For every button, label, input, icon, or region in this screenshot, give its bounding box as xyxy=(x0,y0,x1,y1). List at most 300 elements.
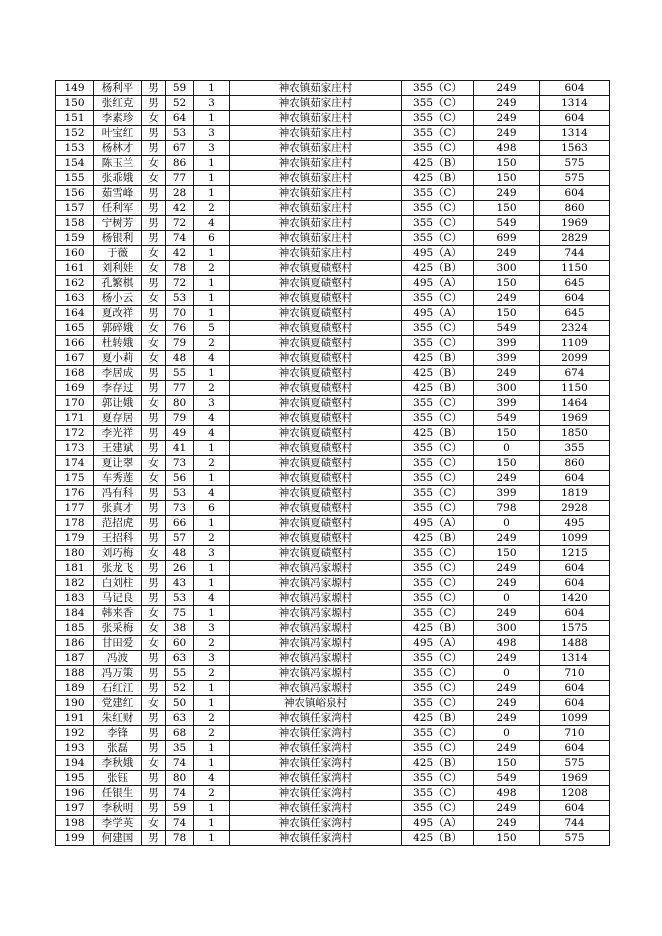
cell-gender: 女 xyxy=(142,171,166,186)
cell-village: 神农镇冯家塬村 xyxy=(230,681,402,696)
table-row xyxy=(56,231,610,246)
cell-village: 神农镇任家湾村 xyxy=(230,756,402,771)
table-row xyxy=(56,756,610,771)
cell-village: 神农镇茹家庄村 xyxy=(230,216,402,231)
cell-village: 神农镇夏碛壑村 xyxy=(230,471,402,486)
cell-gender: 女 xyxy=(142,351,166,366)
cell-subsidy-amount: 549 xyxy=(474,216,540,231)
cell-subsidy-amount: 249 xyxy=(474,111,540,126)
cell-total-amount: 710 xyxy=(540,666,610,681)
cell-serial: 179 xyxy=(56,531,94,546)
cell-village: 神农镇冯家塬村 xyxy=(230,591,402,606)
cell-serial: 174 xyxy=(56,456,94,471)
cell-name: 郭碎娥 xyxy=(94,321,142,336)
table-row xyxy=(56,831,610,846)
cell-subsidy-amount: 249 xyxy=(474,681,540,696)
cell-name: 张钰 xyxy=(94,771,142,786)
cell-gender: 女 xyxy=(142,336,166,351)
cell-standard-grade: 355（C） xyxy=(402,336,474,351)
cell-person-count: 1 xyxy=(194,441,230,456)
cell-name: 杨小云 xyxy=(94,291,142,306)
cell-village: 神农镇夏碛壑村 xyxy=(230,321,402,336)
table-row xyxy=(56,126,610,141)
cell-standard-grade: 355（C） xyxy=(402,576,474,591)
cell-gender: 男 xyxy=(142,741,166,756)
cell-total-amount: 575 xyxy=(540,156,610,171)
cell-name: 郭让娥 xyxy=(94,396,142,411)
cell-gender: 男 xyxy=(142,501,166,516)
cell-person-count: 4 xyxy=(194,351,230,366)
cell-total-amount: 2829 xyxy=(540,231,610,246)
cell-village: 神农镇夏碛壑村 xyxy=(230,381,402,396)
cell-serial: 196 xyxy=(56,786,94,801)
cell-gender: 男 xyxy=(142,141,166,156)
cell-name: 宁树芳 xyxy=(94,216,142,231)
cell-standard-grade: 355（C） xyxy=(402,231,474,246)
cell-name: 李居成 xyxy=(94,366,142,381)
cell-gender: 男 xyxy=(142,81,166,96)
table-row xyxy=(56,291,610,306)
cell-standard-grade: 495（A） xyxy=(402,636,474,651)
cell-standard-grade: 355（C） xyxy=(402,561,474,576)
cell-name: 张乖娥 xyxy=(94,171,142,186)
cell-serial: 192 xyxy=(56,726,94,741)
cell-age: 50 xyxy=(166,696,194,711)
cell-name: 马记良 xyxy=(94,591,142,606)
cell-age: 60 xyxy=(166,636,194,651)
cell-gender: 男 xyxy=(142,486,166,501)
cell-name: 杨利平 xyxy=(94,81,142,96)
cell-subsidy-amount: 798 xyxy=(474,501,540,516)
cell-person-count: 1 xyxy=(194,246,230,261)
cell-standard-grade: 355（C） xyxy=(402,546,474,561)
cell-person-count: 2 xyxy=(194,666,230,681)
cell-village: 神农镇冯家塬村 xyxy=(230,621,402,636)
cell-age: 35 xyxy=(166,741,194,756)
cell-age: 76 xyxy=(166,321,194,336)
cell-standard-grade: 425（B） xyxy=(402,426,474,441)
cell-age: 72 xyxy=(166,216,194,231)
cell-name: 白刘柱 xyxy=(94,576,142,591)
cell-age: 75 xyxy=(166,606,194,621)
cell-serial: 166 xyxy=(56,336,94,351)
cell-standard-grade: 425（B） xyxy=(402,711,474,726)
cell-standard-grade: 355（C） xyxy=(402,741,474,756)
cell-gender: 男 xyxy=(142,201,166,216)
table-row xyxy=(56,441,610,456)
cell-total-amount: 604 xyxy=(540,681,610,696)
cell-person-count: 2 xyxy=(194,261,230,276)
table-row xyxy=(56,201,610,216)
cell-gender: 女 xyxy=(142,546,166,561)
cell-gender: 女 xyxy=(142,246,166,261)
cell-name: 张龙飞 xyxy=(94,561,142,576)
cell-village: 神农镇茹家庄村 xyxy=(230,201,402,216)
cell-subsidy-amount: 150 xyxy=(474,831,540,846)
cell-standard-grade: 355（C） xyxy=(402,801,474,816)
cell-name: 甘田爱 xyxy=(94,636,142,651)
cell-age: 66 xyxy=(166,516,194,531)
cell-subsidy-amount: 150 xyxy=(474,546,540,561)
cell-subsidy-amount: 249 xyxy=(474,531,540,546)
cell-name: 李光祥 xyxy=(94,426,142,441)
cell-total-amount: 604 xyxy=(540,801,610,816)
cell-subsidy-amount: 249 xyxy=(474,711,540,726)
cell-subsidy-amount: 249 xyxy=(474,651,540,666)
cell-age: 52 xyxy=(166,681,194,696)
cell-total-amount: 1819 xyxy=(540,486,610,501)
cell-total-amount: 710 xyxy=(540,726,610,741)
cell-name: 于薇 xyxy=(94,246,142,261)
cell-total-amount: 575 xyxy=(540,171,610,186)
table-row xyxy=(56,591,610,606)
cell-person-count: 3 xyxy=(194,651,230,666)
cell-gender: 女 xyxy=(142,636,166,651)
cell-total-amount: 1969 xyxy=(540,216,610,231)
cell-village: 神农镇夏碛壑村 xyxy=(230,276,402,291)
cell-total-amount: 744 xyxy=(540,246,610,261)
cell-gender: 男 xyxy=(142,186,166,201)
cell-gender: 男 xyxy=(142,831,166,846)
cell-age: 77 xyxy=(166,171,194,186)
cell-subsidy-amount: 0 xyxy=(474,516,540,531)
cell-standard-grade: 355（C） xyxy=(402,126,474,141)
cell-person-count: 1 xyxy=(194,681,230,696)
table-row xyxy=(56,531,610,546)
cell-serial: 186 xyxy=(56,636,94,651)
cell-age: 63 xyxy=(166,651,194,666)
cell-serial: 173 xyxy=(56,441,94,456)
cell-name: 韩来香 xyxy=(94,606,142,621)
cell-gender: 女 xyxy=(142,456,166,471)
table-row xyxy=(56,171,610,186)
cell-standard-grade: 355（C） xyxy=(402,651,474,666)
cell-serial: 175 xyxy=(56,471,94,486)
cell-name: 茹雪峰 xyxy=(94,186,142,201)
cell-name: 任银生 xyxy=(94,786,142,801)
cell-total-amount: 1575 xyxy=(540,621,610,636)
cell-total-amount: 575 xyxy=(540,756,610,771)
cell-gender: 男 xyxy=(142,531,166,546)
cell-person-count: 2 xyxy=(194,531,230,546)
table-row xyxy=(56,546,610,561)
table-row xyxy=(56,486,610,501)
cell-age: 64 xyxy=(166,111,194,126)
cell-serial: 162 xyxy=(56,276,94,291)
cell-name: 孔繁棋 xyxy=(94,276,142,291)
cell-age: 77 xyxy=(166,381,194,396)
cell-standard-grade: 355（C） xyxy=(402,786,474,801)
cell-gender: 女 xyxy=(142,396,166,411)
cell-person-count: 1 xyxy=(194,561,230,576)
cell-village: 神农镇冯家塬村 xyxy=(230,651,402,666)
cell-standard-grade: 355（C） xyxy=(402,726,474,741)
cell-standard-grade: 425（B） xyxy=(402,171,474,186)
cell-person-count: 3 xyxy=(194,621,230,636)
cell-standard-grade: 355（C） xyxy=(402,486,474,501)
cell-standard-grade: 355（C） xyxy=(402,96,474,111)
cell-subsidy-amount: 249 xyxy=(474,126,540,141)
cell-person-count: 1 xyxy=(194,516,230,531)
cell-standard-grade: 355（C） xyxy=(402,186,474,201)
cell-gender: 男 xyxy=(142,216,166,231)
cell-subsidy-amount: 249 xyxy=(474,801,540,816)
cell-subsidy-amount: 0 xyxy=(474,726,540,741)
cell-standard-grade: 355（C） xyxy=(402,501,474,516)
cell-gender: 男 xyxy=(142,561,166,576)
cell-total-amount: 645 xyxy=(540,306,610,321)
cell-name: 王建斌 xyxy=(94,441,142,456)
table-row xyxy=(56,321,610,336)
cell-village: 神农镇冯家塬村 xyxy=(230,666,402,681)
cell-village: 神农镇茹家庄村 xyxy=(230,111,402,126)
cell-serial: 160 xyxy=(56,246,94,261)
cell-age: 43 xyxy=(166,576,194,591)
cell-age: 55 xyxy=(166,366,194,381)
cell-person-count: 1 xyxy=(194,741,230,756)
cell-name: 李素珍 xyxy=(94,111,142,126)
cell-village: 神农镇冯家塬村 xyxy=(230,636,402,651)
cell-subsidy-amount: 399 xyxy=(474,486,540,501)
cell-gender: 女 xyxy=(142,156,166,171)
cell-standard-grade: 355（C） xyxy=(402,396,474,411)
cell-name: 党建红 xyxy=(94,696,142,711)
table-row xyxy=(56,786,610,801)
cell-total-amount: 1109 xyxy=(540,336,610,351)
cell-age: 70 xyxy=(166,306,194,321)
cell-person-count: 1 xyxy=(194,81,230,96)
cell-standard-grade: 355（C） xyxy=(402,81,474,96)
cell-serial: 157 xyxy=(56,201,94,216)
cell-standard-grade: 495（A） xyxy=(402,246,474,261)
cell-name: 夏存居 xyxy=(94,411,142,426)
cell-name: 张红克 xyxy=(94,96,142,111)
cell-person-count: 1 xyxy=(194,111,230,126)
cell-total-amount: 1150 xyxy=(540,381,610,396)
cell-total-amount: 2099 xyxy=(540,351,610,366)
cell-person-count: 1 xyxy=(194,816,230,831)
cell-name: 杜转娥 xyxy=(94,336,142,351)
cell-serial: 169 xyxy=(56,381,94,396)
cell-person-count: 2 xyxy=(194,336,230,351)
cell-person-count: 6 xyxy=(194,231,230,246)
cell-serial: 180 xyxy=(56,546,94,561)
cell-person-count: 3 xyxy=(194,141,230,156)
cell-serial: 197 xyxy=(56,801,94,816)
cell-name: 冯万策 xyxy=(94,666,142,681)
cell-name: 车秀莲 xyxy=(94,471,142,486)
cell-serial: 156 xyxy=(56,186,94,201)
table-row xyxy=(56,141,610,156)
cell-gender: 男 xyxy=(142,96,166,111)
cell-serial: 178 xyxy=(56,516,94,531)
cell-person-count: 1 xyxy=(194,801,230,816)
cell-gender: 男 xyxy=(142,441,166,456)
cell-village: 神农镇任家湾村 xyxy=(230,741,402,756)
cell-standard-grade: 355（C） xyxy=(402,696,474,711)
table-row xyxy=(56,621,610,636)
cell-subsidy-amount: 498 xyxy=(474,786,540,801)
cell-subsidy-amount: 498 xyxy=(474,636,540,651)
cell-age: 79 xyxy=(166,336,194,351)
cell-person-count: 1 xyxy=(194,576,230,591)
table-row xyxy=(56,561,610,576)
cell-serial: 193 xyxy=(56,741,94,756)
cell-standard-grade: 425（B） xyxy=(402,351,474,366)
cell-total-amount: 1314 xyxy=(540,126,610,141)
table-row xyxy=(56,96,610,111)
cell-serial: 153 xyxy=(56,141,94,156)
cell-gender: 女 xyxy=(142,756,166,771)
cell-village: 神农镇夏碛壑村 xyxy=(230,546,402,561)
cell-gender: 男 xyxy=(142,381,166,396)
table-row xyxy=(56,426,610,441)
cell-serial: 198 xyxy=(56,816,94,831)
cell-name: 陈玉兰 xyxy=(94,156,142,171)
cell-person-count: 1 xyxy=(194,276,230,291)
cell-person-count: 1 xyxy=(194,291,230,306)
cell-gender: 男 xyxy=(142,711,166,726)
table-row xyxy=(56,306,610,321)
cell-name: 李秋娥 xyxy=(94,756,142,771)
cell-age: 59 xyxy=(166,801,194,816)
cell-gender: 女 xyxy=(142,291,166,306)
cell-age: 78 xyxy=(166,261,194,276)
cell-total-amount: 604 xyxy=(540,696,610,711)
cell-gender: 男 xyxy=(142,516,166,531)
cell-subsidy-amount: 498 xyxy=(474,141,540,156)
cell-serial: 149 xyxy=(56,81,94,96)
table-row xyxy=(56,801,610,816)
cell-serial: 171 xyxy=(56,411,94,426)
cell-village: 神农镇夏碛壑村 xyxy=(230,426,402,441)
cell-total-amount: 1208 xyxy=(540,786,610,801)
cell-gender: 女 xyxy=(142,111,166,126)
cell-name: 李秋明 xyxy=(94,801,142,816)
cell-standard-grade: 425（B） xyxy=(402,756,474,771)
cell-age: 57 xyxy=(166,531,194,546)
cell-subsidy-amount: 249 xyxy=(474,471,540,486)
cell-total-amount: 1314 xyxy=(540,96,610,111)
table-row xyxy=(56,411,610,426)
cell-age: 26 xyxy=(166,561,194,576)
cell-person-count: 1 xyxy=(194,471,230,486)
cell-total-amount: 1488 xyxy=(540,636,610,651)
cell-gender: 男 xyxy=(142,126,166,141)
cell-total-amount: 1969 xyxy=(540,411,610,426)
cell-subsidy-amount: 549 xyxy=(474,771,540,786)
cell-person-count: 2 xyxy=(194,726,230,741)
cell-serial: 172 xyxy=(56,426,94,441)
cell-standard-grade: 425（B） xyxy=(402,531,474,546)
cell-subsidy-amount: 249 xyxy=(474,696,540,711)
cell-total-amount: 604 xyxy=(540,741,610,756)
cell-standard-grade: 495（A） xyxy=(402,276,474,291)
cell-gender: 女 xyxy=(142,816,166,831)
table-row xyxy=(56,261,610,276)
cell-subsidy-amount: 150 xyxy=(474,426,540,441)
cell-serial: 170 xyxy=(56,396,94,411)
cell-standard-grade: 425（B） xyxy=(402,261,474,276)
cell-serial: 152 xyxy=(56,126,94,141)
cell-total-amount: 1099 xyxy=(540,711,610,726)
cell-total-amount: 575 xyxy=(540,831,610,846)
cell-subsidy-amount: 300 xyxy=(474,261,540,276)
cell-name: 叶宝红 xyxy=(94,126,142,141)
cell-subsidy-amount: 249 xyxy=(474,81,540,96)
table-row xyxy=(56,501,610,516)
cell-village: 神农镇夏碛壑村 xyxy=(230,366,402,381)
cell-person-count: 2 xyxy=(194,636,230,651)
cell-village: 神农镇任家湾村 xyxy=(230,831,402,846)
cell-total-amount: 2928 xyxy=(540,501,610,516)
cell-village: 神农镇茹家庄村 xyxy=(230,171,402,186)
table-row xyxy=(56,471,610,486)
cell-name: 杨林才 xyxy=(94,141,142,156)
cell-subsidy-amount: 249 xyxy=(474,366,540,381)
cell-name: 冯波 xyxy=(94,651,142,666)
cell-serial: 187 xyxy=(56,651,94,666)
cell-total-amount: 674 xyxy=(540,366,610,381)
cell-village: 神农镇茹家庄村 xyxy=(230,96,402,111)
cell-age: 49 xyxy=(166,426,194,441)
table-row xyxy=(56,186,610,201)
cell-person-count: 3 xyxy=(194,126,230,141)
cell-gender: 男 xyxy=(142,771,166,786)
cell-name: 张采梅 xyxy=(94,621,142,636)
cell-subsidy-amount: 150 xyxy=(474,156,540,171)
cell-name: 夏小莉 xyxy=(94,351,142,366)
cell-serial: 183 xyxy=(56,591,94,606)
table-row xyxy=(56,396,610,411)
cell-total-amount: 860 xyxy=(540,456,610,471)
cell-age: 73 xyxy=(166,501,194,516)
cell-person-count: 2 xyxy=(194,711,230,726)
cell-person-count: 4 xyxy=(194,771,230,786)
cell-standard-grade: 355（C） xyxy=(402,141,474,156)
cell-village: 神农镇茹家庄村 xyxy=(230,141,402,156)
cell-standard-grade: 425（B） xyxy=(402,621,474,636)
cell-gender: 女 xyxy=(142,261,166,276)
cell-gender: 男 xyxy=(142,576,166,591)
cell-standard-grade: 425（B） xyxy=(402,381,474,396)
cell-total-amount: 604 xyxy=(540,561,610,576)
cell-total-amount: 860 xyxy=(540,201,610,216)
cell-village: 神农镇夏碛壑村 xyxy=(230,516,402,531)
cell-subsidy-amount: 150 xyxy=(474,276,540,291)
cell-name: 李存过 xyxy=(94,381,142,396)
cell-serial: 190 xyxy=(56,696,94,711)
table-row xyxy=(56,726,610,741)
cell-gender: 男 xyxy=(142,276,166,291)
cell-subsidy-amount: 150 xyxy=(474,306,540,321)
cell-name: 何建国 xyxy=(94,831,142,846)
cell-person-count: 4 xyxy=(194,591,230,606)
cell-serial: 181 xyxy=(56,561,94,576)
cell-age: 74 xyxy=(166,786,194,801)
cell-total-amount: 1099 xyxy=(540,531,610,546)
cell-serial: 150 xyxy=(56,96,94,111)
cell-serial: 168 xyxy=(56,366,94,381)
cell-name: 夏让翠 xyxy=(94,456,142,471)
cell-gender: 女 xyxy=(142,696,166,711)
cell-total-amount: 604 xyxy=(540,81,610,96)
cell-name: 王招科 xyxy=(94,531,142,546)
cell-age: 72 xyxy=(166,276,194,291)
cell-total-amount: 495 xyxy=(540,516,610,531)
cell-age: 67 xyxy=(166,141,194,156)
table-row xyxy=(56,216,610,231)
